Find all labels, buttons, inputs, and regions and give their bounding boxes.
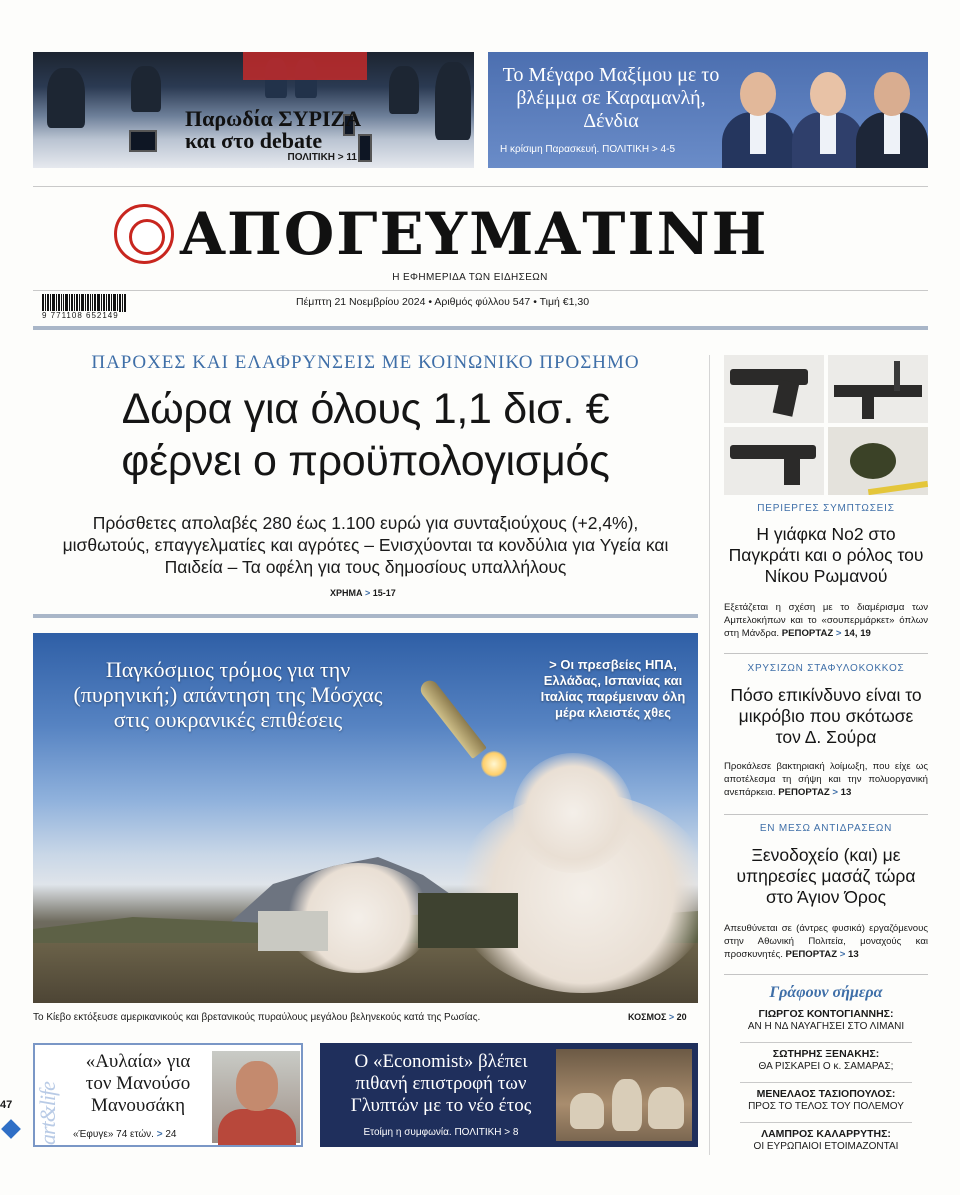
teaser-title: Ο «Economist» βλέπει πιθανή επιστροφή των Γλυπτών με το νέο έτος xyxy=(350,1051,532,1116)
column-title: ΑΝ Η ΝΔ ΝΑΥΑΓΗΣΕΙ ΣΤΟ ΛΙΜΑΝΙ xyxy=(747,1021,905,1032)
teaser-maximos[interactable] xyxy=(488,52,928,168)
story-body: Εξετάζεται η σχέση με το διαμέρισμα των Αμπελοκήπων και το «σουπερμάρκετ» όπλων στη Μάνδρα. ΡΕΠΟΡΤΑΖ > 14, 19 xyxy=(724,602,928,639)
chevron-right-icon: > xyxy=(668,1012,677,1022)
photo-page-ref[interactable] xyxy=(628,1012,687,1022)
tv-monitor-image xyxy=(129,130,157,152)
page-number: 47 xyxy=(0,1099,13,1111)
column-title: ΘΑ ΡΙΣΚΑΡΕΙ Ο κ. ΣΑΜΑΡΑΣ; xyxy=(758,1061,894,1072)
barcode-number: 9 771108 652149 xyxy=(42,311,119,320)
artlife-teaser[interactable] xyxy=(33,1043,303,1147)
teaser-ref: «Έφυγε» 74 ετών. > 24 xyxy=(73,1129,177,1140)
teaser-title: Παρωδία ΣΥΡΙΖΑ και στο debate xyxy=(185,106,360,153)
masthead-tagline: Η ΕΦΗΜΕΡΙΔΑ ΤΩΝ ΕΙΔΗΣΕΩΝ xyxy=(392,272,548,283)
lead-page-ref[interactable] xyxy=(330,588,396,598)
divider xyxy=(724,814,928,815)
columnist-entry[interactable] xyxy=(724,1048,928,1072)
story-headline[interactable]: Ξενοδοχείο (και) με υπηρεσίες μασάζ τώρα στο Άγιον Όρος xyxy=(736,845,916,907)
columnist-name: ΣΩΤΗΡΗΣ ΞΕΝΑΚΗΣ: xyxy=(772,1048,880,1060)
teaser-syriza-debate[interactable] xyxy=(33,52,474,168)
newspaper-masthead: ΑΠΟΓΕΥΜΑΤΙΝΗ xyxy=(180,200,769,268)
photo-caption: Το Κίεβο εκτόξευσε αμερικανικούς και βρετανικούς πυραύλους μεγάλου βεληνεκούς κατά της Ρωσίας. xyxy=(33,1012,481,1023)
economist-teaser[interactable] xyxy=(320,1043,698,1147)
smoke-image xyxy=(513,753,633,873)
divider xyxy=(33,290,928,291)
headline-line: Δώρα για όλους 1,1 δισ. € xyxy=(121,385,610,433)
person-image xyxy=(389,66,419,114)
person-image xyxy=(131,66,161,112)
lead-headline[interactable] xyxy=(33,383,698,487)
columnist-name: ΛΑΜΠΡΟΣ ΚΑΛΑΡΡΥΤΗΣ: xyxy=(761,1128,891,1140)
ref-pages: 20 xyxy=(676,1012,687,1022)
columnist-name: ΜΕΝΕΛΑΟΣ ΤΑΣΙΟΠΟΥΛΟΣ: xyxy=(756,1088,896,1100)
portrait-image xyxy=(722,62,794,168)
person-image xyxy=(47,68,85,128)
column-title: ΠΡΟΣ ΤΟ ΤΕΛΟΣ ΤΟΥ ΠΟΛΕΜΟΥ xyxy=(748,1101,904,1112)
dateline: Πέμπτη 21 Νοεμβρίου 2024 • Αριθμός φύλλου 547 • Τιμή €1,30 xyxy=(296,296,590,308)
story-kicker: ΕΝ ΜΕΣΩ ΑΝΤΙΔΡΑΣΕΩΝ xyxy=(759,823,893,834)
truck-image xyxy=(258,911,328,951)
story-body: Προκάλεσε βακτηριακή λοίμωξη, που είχε ως αποτέλεσμα τη σήψη και την πολυοργανική ανεπάρκεια. ΡΕΠΟΡΤΑΖ > 13 xyxy=(724,761,928,798)
teaser-title: Το Μέγαρο Μαξίμου με το βλέμμα σε Καραμανλή, Δένδια xyxy=(502,64,720,132)
portrait-image xyxy=(856,62,928,168)
ref-pages: 15-17 xyxy=(372,588,396,598)
chevron-right-icon: > xyxy=(833,628,845,639)
divider xyxy=(33,186,928,187)
story-headline[interactable]: Η γιάφκα Νο2 στο Παγκράτι και ο ρόλος του Νίκου Ρωμανού xyxy=(728,524,924,586)
chevron-right-icon: > xyxy=(365,588,373,598)
story-kicker: ΠΕΡΙΕΡΓΕΣ ΣΥΜΠΤΩΣΕΙΣ xyxy=(757,503,895,514)
columnist-entry[interactable] xyxy=(724,1008,928,1032)
chevron-right-icon: > xyxy=(153,1129,166,1140)
story-headline[interactable]: Πόσο επικίνδυνο είναι το μικρόβιο που σκότωσε τον Δ. Σούρα xyxy=(730,685,922,747)
column-title: ΟΙ ΕΥΡΩΠΑΙΟΙ ΕΤΟΙΜΑΖΟΝΤΑΙ xyxy=(753,1141,899,1152)
columnist-name: ΓΙΩΡΓΟΣ ΚΟΝΤΟΓΙΑΝΝΗΣ: xyxy=(758,1008,894,1020)
divider xyxy=(33,326,928,330)
section-label: art&life xyxy=(37,1049,59,1145)
missile-image xyxy=(417,677,487,759)
rifle-image xyxy=(828,355,928,423)
photo-overlay-headline: Παγκόσμιος τρόμος για την (πυρηνική;) απάντηση της Μόσχας στις ουκρανικές επιθέσεις xyxy=(73,657,383,732)
columnist-entry[interactable] xyxy=(724,1128,928,1152)
missile-launch-photo[interactable] xyxy=(33,633,698,1003)
diamond-icon xyxy=(1,1119,21,1139)
logo-emblem-icon xyxy=(114,204,174,264)
portrait-image xyxy=(212,1051,300,1143)
studio-backdrop xyxy=(243,52,367,80)
teaser-title: «Αυλαία» για τον Μανούσο Μανουσάκη xyxy=(85,1051,191,1116)
divider xyxy=(724,653,928,654)
weapon-image xyxy=(724,427,824,495)
launcher-vehicle-image xyxy=(418,893,518,948)
story-body: Απευθύνεται σε (άντρες φυσικά) εργαζόμενους στην Αθωνική Πολιτεία, μοναχούς και προσκυνητές. ΡΕΠΟΡΤΑΖ > 13 xyxy=(724,923,928,960)
lead-kicker: ΠΑΡΟΧΕΣ ΚΑΙ ΕΛΑΦΡΥΝΣΕΙΣ ΜΕ ΚΟΙΝΩΝΙΚΟ ΠΡΟΣΗΜΟ xyxy=(91,352,640,373)
teaser-ref: Ετοίμη η συμφωνία. ΠΟΛΙΤΙΚΗ > 8 xyxy=(363,1127,519,1138)
grenade-image xyxy=(828,427,928,495)
divider xyxy=(724,974,928,975)
chevron-right-icon: > xyxy=(829,787,841,798)
photo-overlay-sidebar: > Οι πρεσβείες ΗΠΑ, Ελλάδας, Ισπανίας και Ιταλίας παρέμειναν όλη μέρα κλειστές χθες xyxy=(540,657,686,720)
divider xyxy=(740,1042,912,1043)
story-kicker: ΧΡΥΣΙΖΩΝ ΣΤΑΦΥΛΟΚΟΚΚΟΣ xyxy=(747,663,905,674)
person-image xyxy=(435,62,471,140)
divider xyxy=(740,1122,912,1123)
pistol-image xyxy=(724,355,824,423)
weapons-photo-grid[interactable] xyxy=(724,355,928,495)
columnist-entry[interactable] xyxy=(724,1088,928,1112)
portrait-image xyxy=(792,62,864,168)
divider xyxy=(740,1082,912,1083)
columnists-heading: Γράφουν σήμερα xyxy=(769,984,883,1001)
ref-section: ΚΟΣΜΟΣ xyxy=(628,1012,667,1022)
headline-line: φέρνει ο προϋπολογισμός xyxy=(121,437,610,485)
exhaust-flame-image xyxy=(481,751,507,777)
column-divider xyxy=(709,355,710,1155)
chevron-right-icon: > xyxy=(837,949,849,960)
teaser-ref: ΠΟΛΙΤΙΚΗ > 11 xyxy=(287,152,357,163)
ref-section: ΧΡΗΜΑ xyxy=(330,588,363,598)
teaser-ref: Η κρίσιμη Παρασκευή. ΠΟΛΙΤΙΚΗ > 4-5 xyxy=(500,144,675,155)
sculptures-image xyxy=(556,1049,692,1141)
lead-deck: Πρόσθετες απολαβές 280 έως 1.100 ευρώ για συνταξιούχους (+2,4%), μισθωτούς, επαγγελματίες και αγρότες – Ενισχύονται τα κονδύλια για Υγεία και Παιδεία – Τα οφέλη για τους δημοσίους υπαλλήλους xyxy=(62,513,669,577)
divider xyxy=(33,614,698,618)
